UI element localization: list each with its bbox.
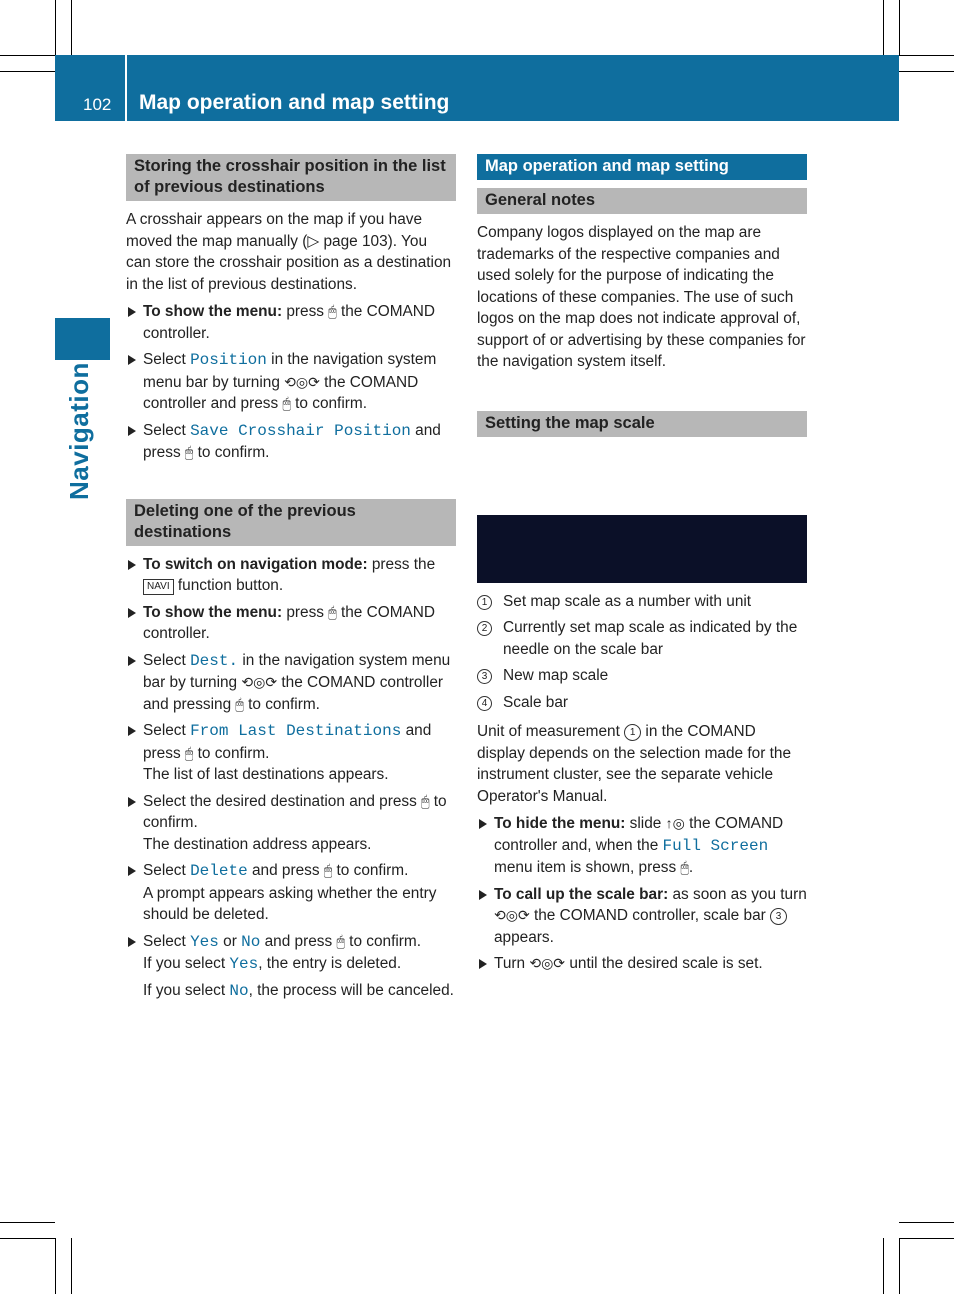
step-result: , the entry is deleted. — [258, 955, 402, 972]
turn-controller-icon: ⟲◎⟳ — [529, 955, 566, 971]
paragraph — [477, 721, 807, 807]
step-text: Select — [143, 722, 191, 739]
press-controller-icon: 🖱 — [680, 859, 689, 875]
callout-number: 2 — [477, 621, 492, 636]
step-label: To call up the scale bar: — [494, 885, 669, 903]
crop-mark — [0, 55, 55, 56]
step-result: If you select — [143, 955, 230, 972]
step-text: the COMAND controller. — [143, 603, 436, 642]
crop-mark — [899, 1222, 954, 1223]
step-text: the COMAND controller and pressing — [143, 674, 444, 713]
press-controller-icon: 🖱 — [336, 932, 345, 949]
step-text: in the navigation system menu bar by turning — [143, 651, 451, 691]
instruction-step — [126, 791, 456, 856]
page-number: 102 — [83, 95, 112, 114]
menu-item-code: No — [241, 932, 261, 951]
instruction-step — [126, 860, 456, 926]
step-label: To show the menu: — [143, 303, 283, 320]
paragraph-text: Unit of measurement — [477, 723, 625, 740]
crop-mark — [71, 1238, 72, 1294]
crop-mark — [899, 1238, 900, 1294]
callout-text: Set map scale as a number with unit — [503, 592, 752, 610]
crop-mark — [0, 71, 55, 72]
step-text: Turn — [494, 955, 530, 972]
navi-key-icon: NAVI — [143, 579, 174, 595]
page-title: Map operation and map setting — [139, 91, 450, 114]
menu-item-code: Yes — [190, 932, 219, 951]
step-text: slide — [625, 815, 666, 832]
step-text: and press — [143, 722, 432, 762]
step-text: or — [218, 932, 242, 950]
step-label: To hide the menu: — [494, 815, 626, 832]
crop-mark — [55, 1238, 56, 1294]
crop-mark — [883, 1238, 884, 1294]
step-text: Select the desired destination and press — [143, 792, 422, 810]
crop-mark — [0, 1222, 55, 1223]
crop-mark — [899, 1238, 954, 1239]
press-controller-icon: 🖱 — [328, 603, 337, 620]
callout-item — [477, 665, 807, 687]
step-result: A prompt appears asking whether the entry should be deleted. — [143, 884, 437, 923]
crop-mark — [55, 0, 56, 55]
press-controller-icon: 🖱 — [328, 303, 337, 319]
header-divider — [125, 55, 127, 121]
callout-text: New map scale — [503, 667, 609, 684]
menu-item-code: Yes — [229, 955, 259, 973]
step-text: to confirm. — [193, 744, 270, 762]
instruction-step — [126, 420, 456, 464]
step-result: The destination address appears. — [143, 835, 372, 853]
press-controller-icon: 🖱 — [184, 444, 194, 460]
step-text: to confirm. — [143, 792, 447, 831]
press-controller-icon: 🖱 — [184, 744, 194, 761]
turn-controller-icon: ⟲◎⟳ — [284, 373, 320, 390]
step-text: Select — [143, 932, 191, 950]
step-text: the COMAND controller and press — [143, 373, 419, 412]
step-text: until the desired scale is set. — [565, 955, 763, 972]
menu-item-code: Save Crosshair Position — [190, 421, 411, 440]
section-heading: Setting the map scale — [477, 411, 807, 437]
step-text: . — [688, 859, 694, 876]
press-controller-icon: 🖱 — [421, 792, 430, 809]
crop-mark — [71, 0, 72, 55]
callout-number: 4 — [477, 696, 492, 711]
menu-item-code: Position — [190, 351, 267, 369]
press-controller-icon: 🖱 — [323, 862, 333, 878]
chapter-heading: Map operation and map setting — [477, 154, 807, 180]
section-heading: Storing the crosshair position in the list of previous destinations — [126, 154, 456, 201]
paragraph: A crosshair appears on the map if you have moved the map manually (▷ page 103). You can store the crosshair position as a destination in the list of previous destinations. — [126, 211, 452, 293]
callout-number: 3 — [770, 908, 787, 925]
step-text: and press — [247, 862, 324, 879]
step-text: Select — [143, 351, 191, 368]
step-result: , the process will be canceled. — [248, 981, 454, 999]
step-text: appears. — [494, 928, 554, 946]
menu-item-code: Full Screen — [662, 836, 769, 855]
crop-mark — [899, 0, 900, 55]
slide-up-controller-icon: ↑◎ — [665, 815, 685, 831]
step-text: and press — [260, 932, 337, 950]
menu-item-code: Delete — [190, 862, 248, 880]
step-result: If you select — [143, 981, 230, 999]
press-controller-icon: 🖱 — [235, 695, 244, 712]
instruction-step — [126, 931, 456, 1003]
step-text: to confirm. — [243, 695, 320, 713]
right-column — [477, 154, 807, 980]
menu-item-code: From Last Destinations — [190, 722, 402, 740]
step-text: Select — [143, 651, 191, 669]
menu-item-code: Dest. — [190, 651, 239, 670]
section-heading: General notes — [477, 188, 807, 214]
step-text: press the — [367, 555, 436, 573]
step-text: menu item is shown, press — [494, 859, 681, 876]
instruction-step — [126, 720, 456, 786]
callout-text: Scale bar — [503, 693, 569, 711]
side-tab-label: Navigation — [64, 362, 94, 500]
step-text: and press — [143, 421, 441, 461]
paragraph: Company logos displayed on the map are trademarks of the respective companies and used solely for the purpose of indicating the locations of these companies. The use of such logos on the map does not indicate approval of, support of or advertising by these companies for the navigation system itself. — [477, 224, 806, 370]
spacer — [126, 469, 456, 499]
step-text: to confirm. — [193, 444, 270, 461]
step-text: the COMAND controller, scale bar — [529, 907, 771, 924]
callout-number: 1 — [624, 724, 641, 741]
step-text: press — [282, 603, 329, 621]
step-text: Select — [143, 862, 191, 879]
paragraph-text: in the COMAND display depends on the selection made for the instrument cluster, see the separate vehicle Operator's Manual. — [477, 723, 792, 805]
step-text: the COMAND controller and, when the — [494, 815, 784, 854]
step-text: the COMAND controller. — [143, 303, 436, 342]
page-header — [55, 55, 899, 121]
step-text: function button. — [173, 577, 284, 594]
instruction-step — [477, 953, 807, 975]
instruction-step — [126, 301, 456, 344]
callout-number: 1 — [477, 595, 492, 610]
step-text: to confirm. — [332, 862, 409, 879]
step-text: to confirm. — [344, 932, 422, 950]
step-text: in the navigation system menu bar by turning — [143, 351, 437, 391]
instruction-step — [126, 349, 456, 415]
step-text: to confirm. — [290, 395, 367, 412]
menu-item-code: No — [229, 981, 249, 1000]
instruction-step — [477, 884, 807, 949]
press-controller-icon: 🖱 — [282, 395, 291, 411]
left-column — [126, 154, 456, 1007]
callout-item — [477, 692, 807, 714]
step-text: Select — [143, 421, 191, 439]
instruction-step — [126, 650, 456, 716]
turn-controller-icon: ⟲◎⟳ — [241, 674, 278, 690]
section-heading: Deleting one of the previous destinations — [126, 499, 456, 546]
crop-mark — [899, 55, 954, 56]
step-result: The list of last destinations appears. — [143, 766, 389, 783]
crop-mark — [899, 71, 954, 72]
callout-item — [477, 617, 807, 660]
crop-mark — [0, 1238, 55, 1239]
callout-text: Currently set map scale as indicated by the needle on the scale bar — [503, 619, 798, 658]
turn-controller-icon: ⟲◎⟳ — [494, 907, 530, 923]
crop-mark — [883, 0, 884, 55]
step-label: To show the menu: — [143, 603, 283, 621]
callout-number: 3 — [477, 669, 492, 684]
instruction-step — [126, 554, 456, 597]
instruction-step — [126, 602, 456, 645]
step-text: press — [282, 303, 329, 320]
instruction-step — [477, 813, 807, 879]
comand-display-image — [477, 515, 807, 583]
step-label: To switch on navigation mode: — [143, 555, 368, 573]
step-text: as soon as you turn — [668, 885, 807, 903]
callout-item — [477, 591, 807, 613]
